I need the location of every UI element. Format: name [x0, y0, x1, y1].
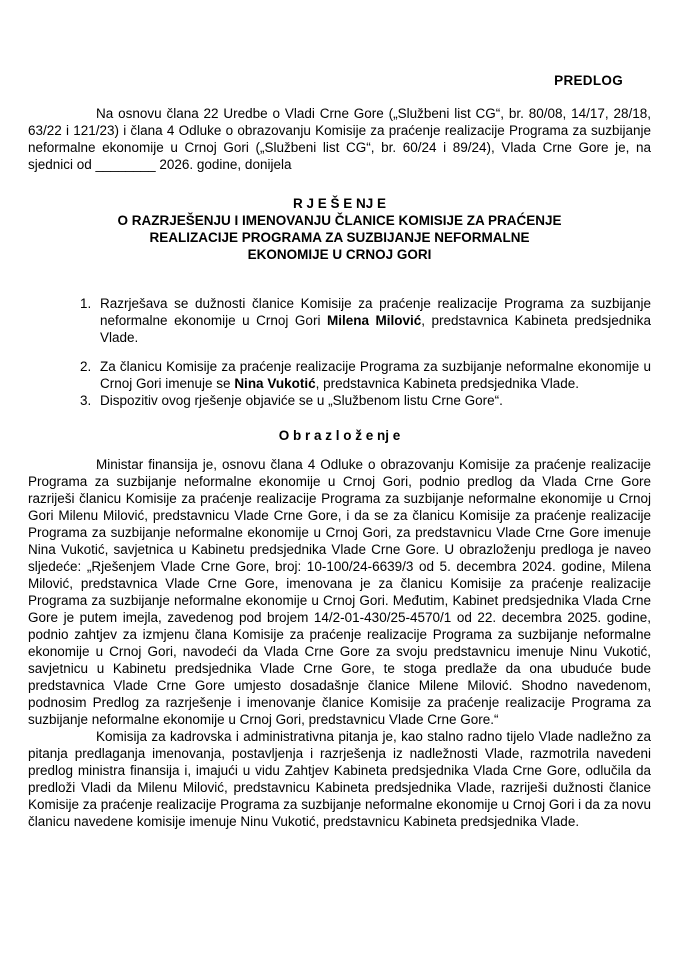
person-name-bold: Milena Milović	[326, 313, 422, 328]
list-item-text-before: Za članicu Komisije za praćenje realizacije Programa za suzbijanje neformalne ekonomije u Crnoj Gori imenuje se	[100, 359, 651, 391]
list-item-1	[28, 295, 651, 346]
list-item-text-after: , predstavnica Kabineta predsjednika Vlade.	[100, 313, 651, 345]
decision-items-list	[28, 295, 651, 409]
list-item-number: 2.	[80, 359, 92, 374]
person-name-bold: Nina Vukotić	[234, 376, 316, 391]
list-item-text-before: Razrješava se dužnosti članice Komisije za praćenje realizacije Programa za suzbijanje neformalne ekonomije u Crnoj Gori	[100, 296, 651, 328]
list-item-text	[100, 296, 651, 345]
list-item-text-before: Dispozitiv ovog rješenje objaviće se u „Službenom listu Crne Gore“.	[100, 393, 503, 408]
rationale-heading: O b r a z l o ž e nj e	[278, 428, 401, 443]
title-line-3: REALIZACIJE PROGRAMA ZA SUZBIJANJE NEFORMALNE	[149, 230, 530, 245]
title-line-2: O RAZRJEŠENJU I IMENOVANJU ČLANICE KOMISIJE ZA PRAĆENJE	[117, 213, 562, 228]
list-item-text-after: , predstavnica Kabineta predsjednika Vlade.	[315, 376, 579, 391]
preamble-paragraph: Na osnovu člana 22 Uredbe o Vladi Crne Gore („Službeni list CG“, br. 80/08, 14/17, 28/18, 63/22 i 121/23) i člana 4 Odluke o obrazovanju Komisije za praćenje realizacije Programa za suzbijanje neformalne ekonomije u Crnoj Gori („Službeni list CG“, br. 60/24 i 89/24), Vlada Crne Gore je, na sjednici od ________ 2026. godine, donijela	[28, 106, 651, 172]
title-line-4: EKONOMIJE U CRNOJ GORI	[247, 247, 432, 262]
rationale-paragraph-1: Ministar finansija je, osnovu člana 4 Odluke o obrazovanju Komisije za praćenje realizacije Programa za suzbijanje neformalne ekonomije u Crnoj Gori, podnio predlog da Vlada Crne Gore razriješi članicu Komisije za praćenje realizacije Programa za suzbijanje neformalne ekonomije u Crnoj Gori Milenu Milović, predstavnicu Vlade Crne Gore, i da se za članicu Komisije za praćenje realizacije Programa za suzbijanje neformalne ekonomije u Crnoj Gori, za predstavnicu Vlade Crne Gore imenuje Nina Vukotić, savjetnica u Kabinetu predsjednika Vlade Crne Gore. U obrazloženju predloga je naveo sljedeće: „Rješenjem Vlade Crne Gore, broj: 10-100/24-6639/3 od 5. decembra 2024. godine, Milena Milović, predstavnica Vlade Crne Gore, imenovana je za članicu Komisije za praćenje realizacije Programa za suzbijanje neformalne ekonomije u Crnoj Gori. Međutim, Kabinet predsjednika Vlada Crne Gore je putem imejla, zavedenog pod brojem 14/2-01-430/25-4570/1 od 22. decembra 2025. godine, podnio zahtjev za izmjenu člana Komisije za praćenje realizacije Programa za suzbijanje neformalne ekonomije u Crnoj Gori, navodeći da Vlada Crne Gore za svoju predstavnicu imenuje Ninu Vukotić, savjetnicu u Kabinetu predsjednika Vlade Crne Gore, te stoga predlaže da ona ubuduće bude predstavnica Vlade Crne Gore umjesto dosadašnje članice Milene Milović. Shodno navedenom, podnosim Predlog za razrješenje i imenovanje članice Komisije za praćenje realizacije Programa za suzbijanje neformalne ekonomije u Crnoj Gori, predstavnicu Vlade Crne Gore.“	[28, 457, 651, 727]
list-item-2	[28, 358, 651, 392]
list-item-number: 1.	[80, 296, 92, 311]
document-label: PREDLOG	[554, 73, 623, 88]
title-line-1: R J E Š E NJ E	[292, 196, 387, 211]
list-item-text	[100, 359, 651, 391]
list-item-number: 3.	[80, 393, 92, 408]
decision-title	[28, 195, 651, 263]
rationale-paragraph-2: Komisija za kadrovska i administrativna pitanja je, kao stalno radno tijelo Vlade nadležno za pitanja predlaganja imenovanja, postavljenja i razrješenja iz nadležnosti Vlade, razmotrila navedeni predlog ministra finansija i, imajući u vidu Zahtjev Kabineta predsjednika Vlada Crne Gore, odlučila da predloži Vladi da Milenu Milović, predstavnicu Kabineta predsjednika Vlade, razriješi dužnosti članice Komisije za praćenje realizacije Programa za suzbijanje neformalne ekonomije u Crnoj Gori i da za novu članicu navedene komisije imenuje Ninu Vukotić, predstavnicu Kabineta predsjednika Vlade.	[28, 729, 651, 829]
list-item-3	[28, 392, 651, 409]
list-item-text	[100, 393, 503, 408]
